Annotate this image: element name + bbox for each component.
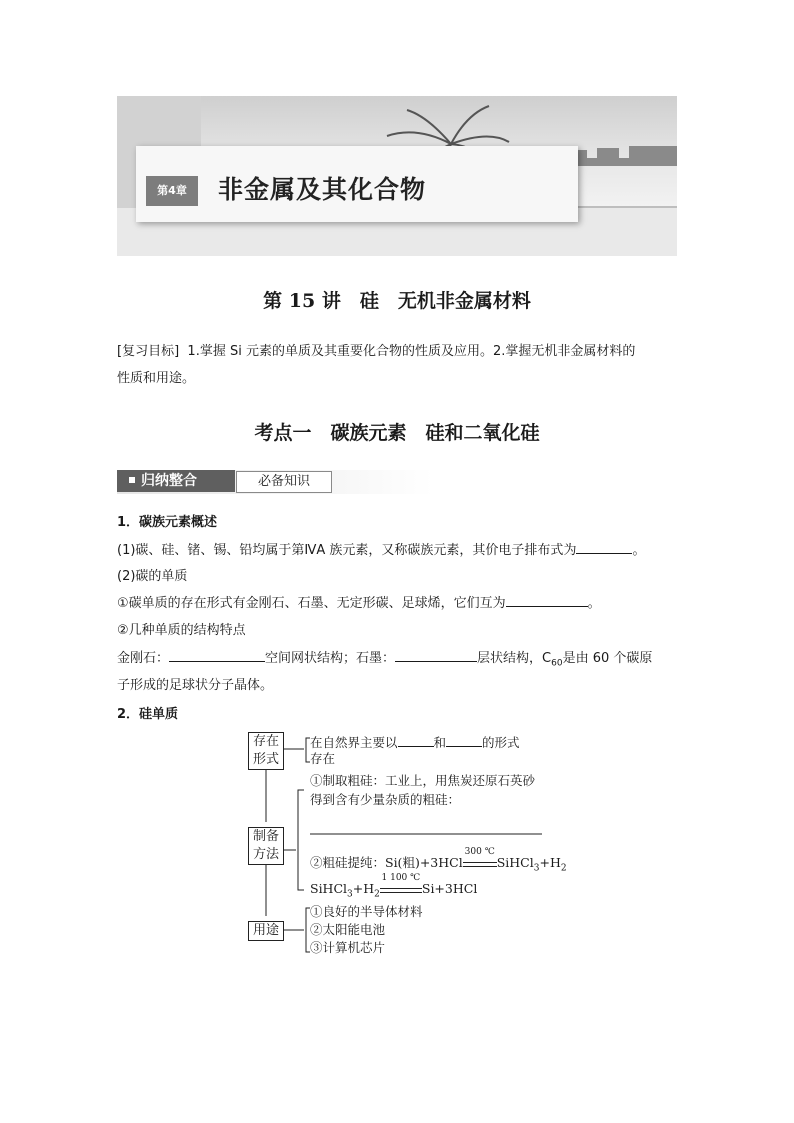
prep-purification xyxy=(310,847,567,878)
existence-text-2: 存在 xyxy=(310,751,336,766)
exist-b: 和 xyxy=(433,735,447,750)
box-uses xyxy=(248,921,284,941)
exist-a: 在自然界主要以 xyxy=(310,735,398,750)
objectives-line1: 1.掌握 Si 元素的单质及其重要化合物的性质及应用。2.掌握无机非金属材料的 xyxy=(187,344,636,359)
paragraph-c60: 子形成的足球状分子晶体。 xyxy=(117,678,274,693)
prep4-condition: 1 100 ℃ xyxy=(381,873,421,883)
prep4-b: +H xyxy=(352,881,375,896)
paragraph-carbon-elements: (2)碳的单质 xyxy=(117,569,188,584)
use-solar-cell: ②太阳能电池 xyxy=(310,922,386,937)
box3-label: 用途 xyxy=(252,923,279,938)
p5-graphite: 空间网状结构；石墨： xyxy=(265,651,396,666)
p3-text: ①碳单质的存在形式有金刚石、石墨、无定形碳、足球烯，它们互为 xyxy=(117,596,506,611)
equals-bars xyxy=(380,888,422,893)
box1-line2: 形式 xyxy=(252,752,279,767)
heading-carbon-family: 1．碳族元素概述 xyxy=(117,515,218,530)
diagram-connectors xyxy=(248,730,561,960)
prep3-b: SiHCl xyxy=(496,855,534,870)
paragraph-structures: ②几种单质的结构特点 xyxy=(117,623,246,638)
p5-end: 是由 60 个碳原 xyxy=(562,651,653,666)
use-semiconductor: ①良好的半导体材料 xyxy=(310,904,423,919)
prep3-sub: 3 xyxy=(533,863,540,874)
silicon-diagram xyxy=(248,730,567,960)
prep-crude-silicon-2: 得到含有少量杂质的粗硅： xyxy=(310,792,461,807)
prep3-c: +H xyxy=(539,855,561,870)
square-bullet-icon xyxy=(129,477,135,483)
prep4-c: Si+3HCl xyxy=(421,881,478,896)
section-main-label xyxy=(117,470,235,492)
prep-crude-silicon: ①制取粗硅：工业上，用焦炭还原石英砂 xyxy=(310,773,536,788)
box-preparation-method xyxy=(248,827,284,865)
review-objectives xyxy=(117,338,679,392)
box2-line2: 方法 xyxy=(252,847,279,862)
p5-diamond: 金刚石： xyxy=(117,651,170,666)
section-sub-label: 必备知识 xyxy=(236,471,332,493)
existence-text xyxy=(310,734,520,752)
answer-blank xyxy=(506,592,588,607)
equals-bars xyxy=(463,862,497,867)
use-computer-chip: ③计算机芯片 xyxy=(310,940,386,955)
box-existence-form xyxy=(248,732,284,770)
prep3-condition: 300 ℃ xyxy=(464,847,495,857)
reaction-condition-arrow xyxy=(463,847,497,872)
box1-line1: 存在 xyxy=(252,734,279,749)
reaction-condition-arrow xyxy=(380,873,422,898)
objectives-label: [复习目标] xyxy=(117,344,180,359)
answer-blank xyxy=(395,647,477,662)
lecture-title: 第 15 讲 硅 无机非金属材料 xyxy=(263,290,531,312)
p3-end: 。 xyxy=(587,596,601,611)
answer-blank xyxy=(398,734,434,747)
prep4-a: SiHCl xyxy=(310,881,348,896)
p5-c60: 层状结构，C xyxy=(477,651,552,666)
answer-blank xyxy=(446,734,482,747)
section-main-text: 归纳整合 xyxy=(141,473,197,489)
topic-title: 考点一 碳族元素 硅和二氧化硅 xyxy=(254,422,540,444)
prep-reduction xyxy=(310,873,478,904)
chapter-title: 非金属及其化合物 xyxy=(218,175,427,204)
answer-blank xyxy=(169,647,265,662)
prep4-sub2: 2 xyxy=(374,889,380,900)
prep3-sub2: 2 xyxy=(560,863,567,874)
p5-subscript: 60 xyxy=(551,658,563,669)
paragraph-diamond-graphite xyxy=(117,646,679,677)
exist-c: 的形式 xyxy=(482,735,520,750)
chapter-badge: 第4章 xyxy=(146,176,198,206)
prep3-a: ②粗硅提纯：Si(粗)+3HCl xyxy=(310,855,463,870)
answer-blank xyxy=(576,539,632,554)
paragraph-carbon-family xyxy=(117,538,679,564)
prep4-sub: 3 xyxy=(347,889,353,900)
p1-text: (1)碳、硅、锗、锡、铅均属于第ⅣA 族元素，又称碳族元素，其价电子排布式为 xyxy=(117,543,577,558)
objectives-line2: 性质和用途。 xyxy=(117,371,196,386)
box2-line1: 制备 xyxy=(252,829,279,844)
heading-silicon: 2．硅单质 xyxy=(117,707,179,722)
p1-end: 。 xyxy=(632,543,646,558)
paragraph-allotropes xyxy=(117,591,679,617)
